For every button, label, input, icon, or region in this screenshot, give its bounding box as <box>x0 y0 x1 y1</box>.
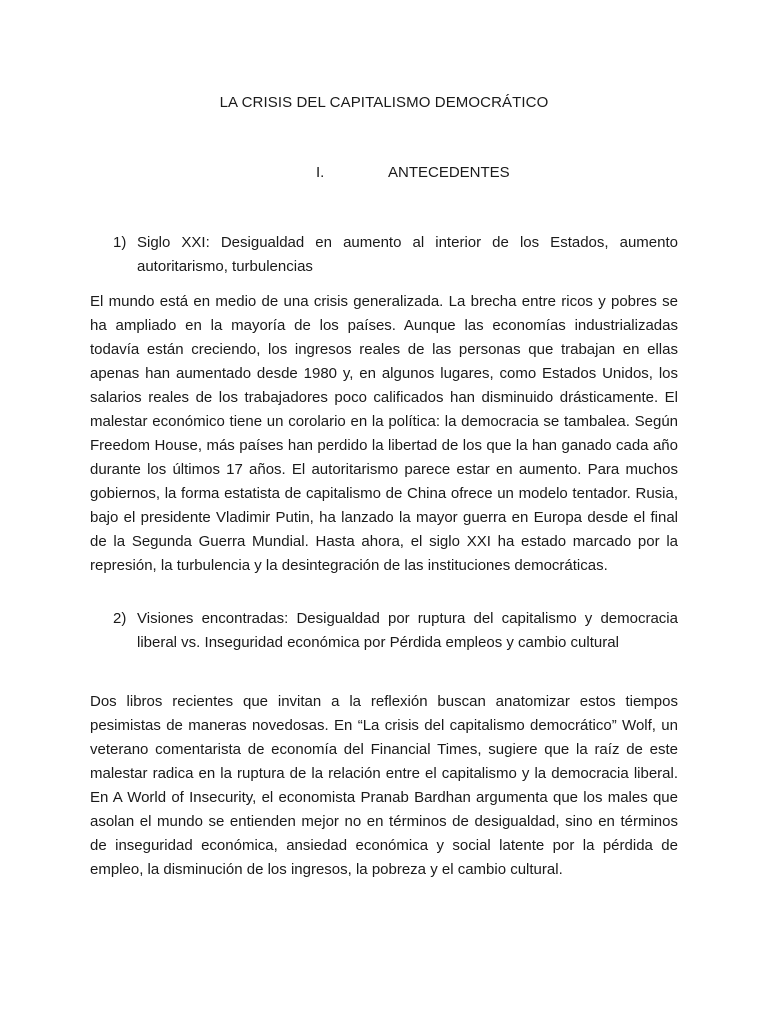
body-paragraph: El mundo está en medio de una crisis generalizada. La brecha entre ricos y pobres se ha ampliado en la mayoría de los países. Aunque las economías industrializadas todavía están creciendo, los ingresos reales de las personas que trabajan en ellas apenas han aumentado desde 1980 y, en algunos lugares, como Estados Unidos, los salarios reales de los trabajadores poco calificados han disminuido drásticamente. El malestar económico tiene un corolario en la política: la democracia se tambalea. Según Freedom House, más países han perdido la libertad de los que la han ganado cada año durante los últimos 17 años. El autoritarismo parece estar en aumento. Para muchos gobiernos, la forma estatista de capitalismo de China ofrece un modelo tentador. Rusia, bajo el presidente Vladimir Putin, ha lanzado la mayor guerra en Europa desde el final de la Segunda Guerra Mundial. Hasta ahora, el siglo XXI ha estado marcado por la represión, la turbulencia y la desintegración de las instituciones democráticas. <box>90 293 678 574</box>
list-item-number: 1) <box>113 234 127 251</box>
list-item-number: 2) <box>113 610 127 627</box>
body-paragraph: Dos libros recientes que invitan a la reflexión buscan anatomizar estos tiempos pesimistas de maneras novedosas. En “La crisis del capitalismo democrático” Wolf, un veterano comentarista de economía del Financial Times, sugiere que la raíz de este malestar radica en la ruptura de la relación entre el capitalismo y la democracia liberal. En A World of Insecurity, el economista Pranab Bardhan argumenta que los males que asolan el mundo se entienden mejor no en términos de desigualdad, sino en términos de inseguridad económica, ansiedad económica y social latente por la pérdida de empleo, la disminución de los ingresos, la pobreza y el cambio cultural. <box>90 693 678 878</box>
section-numeral: I. <box>316 164 325 181</box>
list-item-text: Siglo XXI: Desigualdad en aumento al interior de los Estados, aumento autoritarismo, turbulencias <box>137 234 678 275</box>
document-title: LA CRISIS DEL CAPITALISMO DEMOCRÁTICO <box>219 94 549 111</box>
list-item <box>113 607 678 655</box>
section-heading <box>316 164 510 181</box>
list-item-text: Visiones encontradas: Desigualdad por ruptura del capitalismo y democracia liberal vs. Inseguridad económica por Pérdida empleos y cambio cultural <box>137 610 678 651</box>
section-title: ANTECEDENTES <box>388 164 510 181</box>
list-item <box>113 231 678 279</box>
